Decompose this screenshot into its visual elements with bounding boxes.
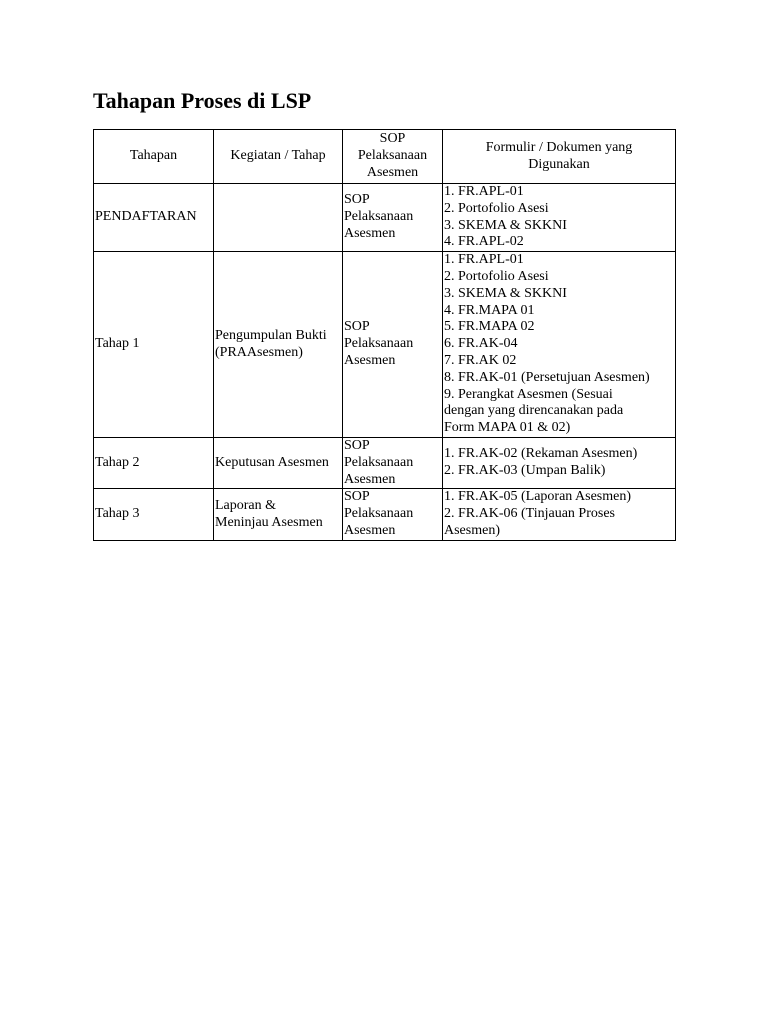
header-line: Formulir / Dokumen yang xyxy=(485,139,633,155)
sop-line: Pelaksanaan xyxy=(344,454,414,470)
document-item: 8. FR.AK-01 (Persetujuan Asesmen) xyxy=(444,369,650,385)
header-line: Digunakan xyxy=(528,156,590,172)
header-line: Pelaksanaan xyxy=(357,148,428,164)
document-item: 1. FR.AK-02 (Rekaman Asesmen) xyxy=(444,446,638,462)
sop-line: Pelaksanaan xyxy=(344,209,414,225)
kegiatan-line: Pengumpulan Bukti xyxy=(215,327,327,343)
cell-sop xyxy=(343,252,443,438)
table-row xyxy=(94,252,676,438)
cell-sop xyxy=(343,437,443,488)
header-line: Asesmen xyxy=(366,164,419,180)
document-item: 4. FR.MAPA 01 xyxy=(444,302,535,318)
table-row xyxy=(94,437,676,488)
kegiatan-line: Laporan & xyxy=(215,497,277,513)
document-item: 1. FR.AK-05 (Laporan Asesmen) xyxy=(444,489,632,505)
cell-kegiatan xyxy=(214,437,343,488)
sop-line: Asesmen xyxy=(344,471,396,487)
header-sop xyxy=(343,130,443,184)
kegiatan-line: Keputusan Asesmen xyxy=(215,454,329,470)
header-line: Tahapan xyxy=(129,148,178,164)
sop-line: Asesmen xyxy=(344,352,396,368)
cell-kegiatan xyxy=(214,184,343,252)
cell-tahapan: PENDAFTARAN xyxy=(94,184,214,252)
document-item: 1. FR.APL-01 xyxy=(444,252,524,268)
document-item: 3. SKEMA & SKKNI xyxy=(444,285,567,301)
sop-line: SOP xyxy=(344,489,370,505)
document-item: 4. FR.APL-02 xyxy=(444,234,524,250)
sop-line: Asesmen xyxy=(344,225,396,241)
page-title: Tahapan Proses di LSP xyxy=(93,88,312,113)
document-item: Asesmen) xyxy=(444,522,500,538)
header-line: Kegiatan / Tahap xyxy=(230,148,326,164)
document-item: 7. FR.AK 02 xyxy=(444,352,517,368)
cell-kegiatan xyxy=(214,489,343,540)
document-item: dengan yang direncanakan pada xyxy=(444,403,624,419)
document-item: 2. Portofolio Asesi xyxy=(444,200,549,216)
document-item: 2. Portofolio Asesi xyxy=(444,268,549,284)
cell-sop xyxy=(343,184,443,252)
document-item: 3. SKEMA & SKKNI xyxy=(444,217,567,233)
table-row xyxy=(94,184,676,252)
document-item: 6. FR.AK-04 xyxy=(444,336,518,352)
kegiatan-line: (PRAAsesmen) xyxy=(215,344,303,360)
document-item: 9. Perangkat Asesmen (Sesuai xyxy=(444,386,613,402)
sop-line: SOP xyxy=(344,319,370,335)
kegiatan-line: Meninjau Asesmen xyxy=(215,514,323,530)
table-header-row xyxy=(94,130,676,184)
cell-tahapan: Tahap 2 xyxy=(94,437,214,488)
cell-kegiatan xyxy=(214,252,343,438)
cell-formulir xyxy=(443,252,676,438)
process-table xyxy=(93,129,676,541)
sop-line: Pelaksanaan xyxy=(344,506,414,522)
sop-line: SOP xyxy=(344,192,370,208)
document-item: 2. FR.AK-06 (Tinjauan Proses xyxy=(444,506,615,522)
sop-line: SOP xyxy=(344,437,370,453)
cell-formulir xyxy=(443,184,676,252)
header-kegiatan xyxy=(214,130,343,184)
header-tahapan xyxy=(94,130,214,184)
cell-formulir xyxy=(443,489,676,540)
cell-formulir xyxy=(443,437,676,488)
header-formulir xyxy=(443,130,676,184)
document-item: 1. FR.APL-01 xyxy=(444,184,524,199)
document-item: Form MAPA 01 & 02) xyxy=(444,420,571,436)
table-row xyxy=(94,489,676,540)
cell-tahapan: Tahap 1 xyxy=(94,252,214,438)
document-item: 5. FR.MAPA 02 xyxy=(444,319,535,335)
document-item: 2. FR.AK-03 (Umpan Balik) xyxy=(444,463,606,479)
sop-line: Pelaksanaan xyxy=(344,336,414,352)
cell-tahapan: Tahap 3 xyxy=(94,489,214,540)
sop-line: Asesmen xyxy=(344,522,396,538)
header-line: SOP xyxy=(379,131,406,147)
cell-sop xyxy=(343,489,443,540)
